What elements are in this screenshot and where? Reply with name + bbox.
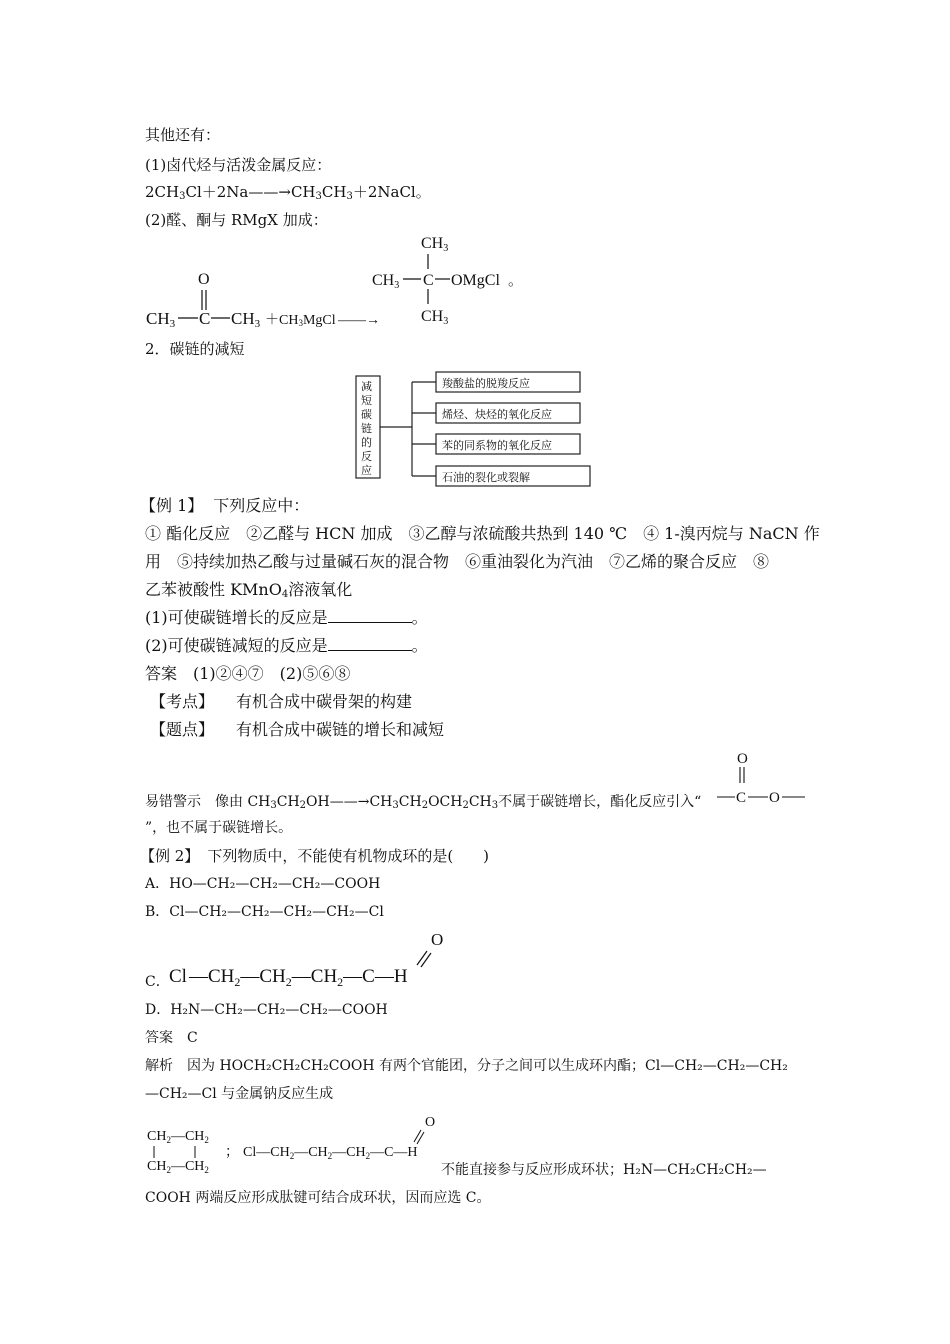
example1-line1: ① 酯化反应 ②乙醛与 HCN 加成 ③乙醇与浓硫酸共热到 140 ℃ ④ 1-溴丙烷与 NaCN 作: [145, 524, 820, 543]
root-char: 碳: [361, 409, 372, 421]
example2-prompt: 下列物质中，不能使有机物成环的是( ): [207, 847, 490, 865]
oxygen-label: O: [198, 271, 210, 288]
example1-answer: 答案 (1)②④⑦ (2)⑤⑥⑧: [145, 664, 351, 683]
section2-title: 2．碳链的减短: [145, 340, 245, 358]
branch-label: 羧酸盐的脱羧反应: [442, 378, 530, 390]
root-char: 的: [361, 437, 372, 449]
example2-label: 【例 2】: [140, 847, 200, 865]
option-d: D．H₂N—CH₂—CH₂—CH₂—COOH: [145, 1002, 388, 1018]
oxygen-label: O: [425, 1115, 436, 1130]
warning-line1: 易错警示 像由 $CH_3CH_2OH——\to CH_3CH_2OCH_2CH_3$不属于碳链增长，酯化反应引入“: [145, 794, 702, 811]
chloro-aldehyde: $Cl—CH_2—CH_2—CH_2—C—H$: [243, 1145, 418, 1161]
arrow-icon: ——→: [329, 794, 370, 810]
warning-line2: ”，也不属于碳链增长。: [145, 820, 293, 836]
grignard-reagent: ＋CH3MgCl: [265, 313, 336, 328]
option-b: B．Cl—CH₂—CH₂—CH₂—CH₂—Cl: [145, 904, 384, 920]
example1-q2: (2)可使碳链减短的反应是 。: [145, 636, 428, 655]
option-a: A．HO—CH₂—CH₂—CH₂—COOH: [145, 876, 381, 892]
branch-label: 苯的同系物的氧化反应: [442, 440, 552, 452]
root-char: 短: [361, 395, 372, 407]
carbonyl-carbon: C: [199, 309, 211, 328]
product-methyl-left: CH3: [372, 272, 400, 291]
item2-title: (2)醛、酮与 RMgX 加成：: [145, 211, 328, 229]
branch-label: 烯烃、炔烃的氧化反应: [442, 409, 552, 421]
root-char: 减: [361, 381, 372, 393]
separator: ；: [225, 1145, 239, 1160]
analysis-line2: —CH₂—Cl 与金属钠反应生成: [145, 1086, 334, 1102]
root-char: 链: [361, 423, 372, 435]
oxygen-label: O: [769, 790, 780, 806]
oxygen-label: O: [431, 930, 444, 949]
methyl-left: CH3: [146, 309, 176, 330]
product-carbon: C: [423, 272, 434, 289]
analysis-line3: 不能直接参与反应形成环状；H₂N—CH₂CH₂CH₂—: [441, 1162, 767, 1178]
example1-label: 【例 1】: [140, 496, 204, 515]
kaodian-line: 【考点】 有机合成中碳骨架的构建: [150, 692, 413, 711]
item1-equation: $2CH_3Cl+2Na——\to CH_3CH_3+2NaCl$。: [145, 183, 431, 202]
option-c-structure: [165, 925, 465, 995]
intro-text: 其他还有：: [145, 126, 221, 144]
product-omgcl: OMgCl: [451, 272, 500, 289]
ester-group-structure: [715, 745, 815, 810]
grignard-reaction-diagram: [140, 232, 540, 332]
example1-header: [140, 496, 309, 516]
item1-title: (1)卤代烃与活泼金属反应：: [145, 156, 332, 174]
example2-header: [140, 846, 489, 866]
chloro-chain: Cl $—CH_2—CH_2—CH_2—C—H$: [169, 966, 408, 989]
tidian-line: 【题点】 有机合成中碳链的增长和减短: [150, 720, 445, 739]
methyl-right: CH3: [231, 309, 261, 330]
arrow-icon: ——→: [338, 313, 380, 328]
arrow-icon: ——→: [248, 183, 291, 201]
example1-line2: 用 ⑤持续加热乙酸与过量碱石灰的混合物 ⑥重油裂化为汽油 ⑦乙烯的聚合反应 ⑧: [145, 552, 770, 571]
period: 。: [508, 273, 524, 289]
example1-line3: 乙苯被酸性 KMnO$_4$溶液氧化: [145, 580, 353, 600]
root-char: 反: [361, 451, 372, 463]
example2-answer: 答案 C: [145, 1030, 198, 1046]
branch-label: 石油的裂化或裂解: [442, 472, 530, 484]
product-methyl-bottom: CH3: [421, 308, 449, 327]
analysis-structures: [143, 1112, 443, 1178]
analysis-line1: 解析 因为 HOCH₂CH₂CH₂COOH 有两个官能团，分子之间可以生成环内酯；Cl—CH₂—CH₂—CH₂: [145, 1058, 788, 1074]
example1-q1: (1)可使碳链增长的反应是 。: [145, 608, 428, 627]
example1-prompt: 下列反应中：: [213, 496, 310, 515]
carbon-label: C: [736, 790, 747, 806]
oxygen-label: O: [737, 751, 748, 767]
chain-shortening-diagram: [350, 368, 600, 488]
analysis-line4: COOH 两端反应形成肽键可结合成环状，因而应选 C。: [145, 1190, 491, 1206]
cyclobutane-top: $CH_2—CH_2$: [147, 1129, 209, 1145]
cyclobutane-bottom: $CH_2—CH_2$: [147, 1159, 209, 1175]
product-methyl-top: CH3: [421, 235, 449, 254]
option-c-label: C．: [145, 974, 170, 990]
root-char: 应: [361, 465, 372, 477]
